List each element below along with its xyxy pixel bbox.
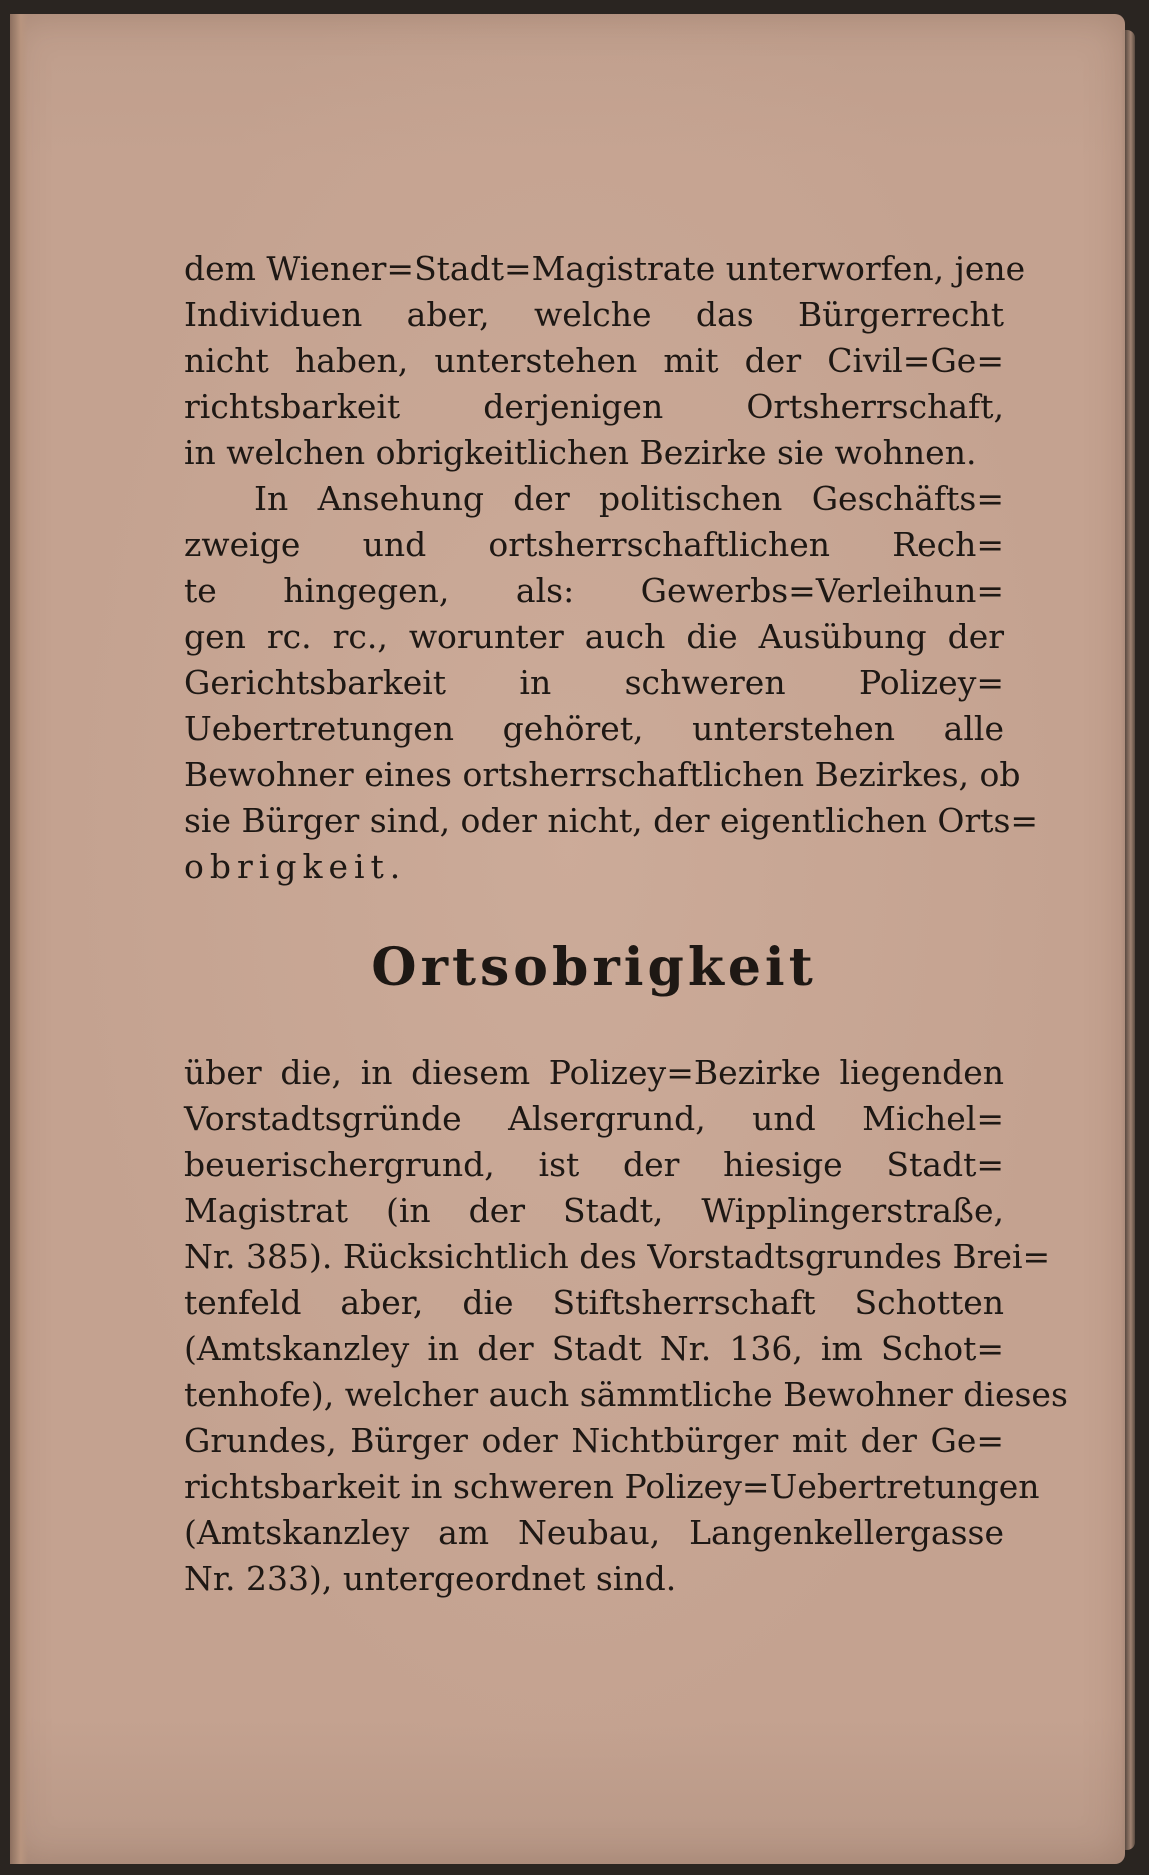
text-line: (Amtskanzley in der Stadt Nr. 136, im Schot=	[184, 1329, 1004, 1368]
text-line: tenhofe), welcher auch sämmtliche Bewohner dieses	[184, 1375, 1068, 1414]
text-line: (Amtskanzley am Neubau, Langenkellergasse	[184, 1513, 1004, 1552]
paragraph-2	[184, 476, 1039, 890]
text-line: beuerischergrund, ist der hiesige Stadt=	[184, 1145, 1004, 1184]
book-gutter	[10, 14, 28, 1864]
paragraph-1	[184, 246, 1026, 476]
text-line: dem Wiener=Stadt=Magistrate unterworfen, jene	[184, 249, 1026, 288]
text-line: Gerichtsbarkeit in schweren Polizey=	[184, 663, 1004, 702]
text-line: obrigkeit.	[184, 847, 407, 886]
text-line: tenfeld aber, die Stiftsherrschaft Schotten	[184, 1283, 1004, 1322]
text-line: Grundes, Bürger oder Nichtbürger mit der Ge=	[184, 1421, 1004, 1460]
section-heading: Ortsobrigkeit	[371, 937, 817, 998]
paragraph-3	[184, 1050, 1068, 1602]
text-line: über die, in diesem Polizey=Bezirke liegenden	[184, 1053, 1004, 1092]
text-line: sie Bürger sind, oder nicht, der eigentlichen Orts=	[184, 801, 1039, 840]
text-line: nicht haben, unterstehen mit der Civil=Ge=	[184, 341, 1004, 380]
text-line: Nr. 233), untergeordnet sind.	[184, 1559, 677, 1598]
text-line: te hingegen, als: Gewerbs=Verleihun=	[184, 571, 1004, 610]
text-line: Bewohner eines ortsherrschaftlichen Bezirkes, ob	[184, 755, 1021, 794]
page-edge	[1121, 30, 1135, 1850]
text-line: Vorstadtsgründe Alsergrund, und Michel=	[184, 1099, 1004, 1138]
text-line: zweige und ortsherrschaftlichen Rech=	[184, 525, 1004, 564]
text-line: gen rc. rc., worunter auch die Ausübung der	[184, 617, 1004, 656]
text-line: richtsbarkeit derjenigen Ortsherrschaft,	[184, 387, 1004, 426]
text-line: Individuen aber, welche das Bürgerrecht	[184, 295, 1004, 334]
body-text	[184, 246, 1068, 1602]
text-line: Nr. 385). Rücksichtlich des Vorstadtsgrundes Brei=	[184, 1237, 1051, 1276]
text-line: richtsbarkeit in schweren Polizey=Uebertretungen	[184, 1467, 1040, 1506]
text-line: Magistrat (in der Stadt, Wipplingerstraße,	[184, 1191, 1004, 1230]
text-line: in welchen obrigkeitlichen Bezirke sie wohnen.	[184, 433, 977, 472]
text-line: In Ansehung der politischen Geschäfts=	[254, 479, 1004, 518]
text-line: Uebertretungen gehöret, unterstehen alle	[184, 709, 1004, 748]
